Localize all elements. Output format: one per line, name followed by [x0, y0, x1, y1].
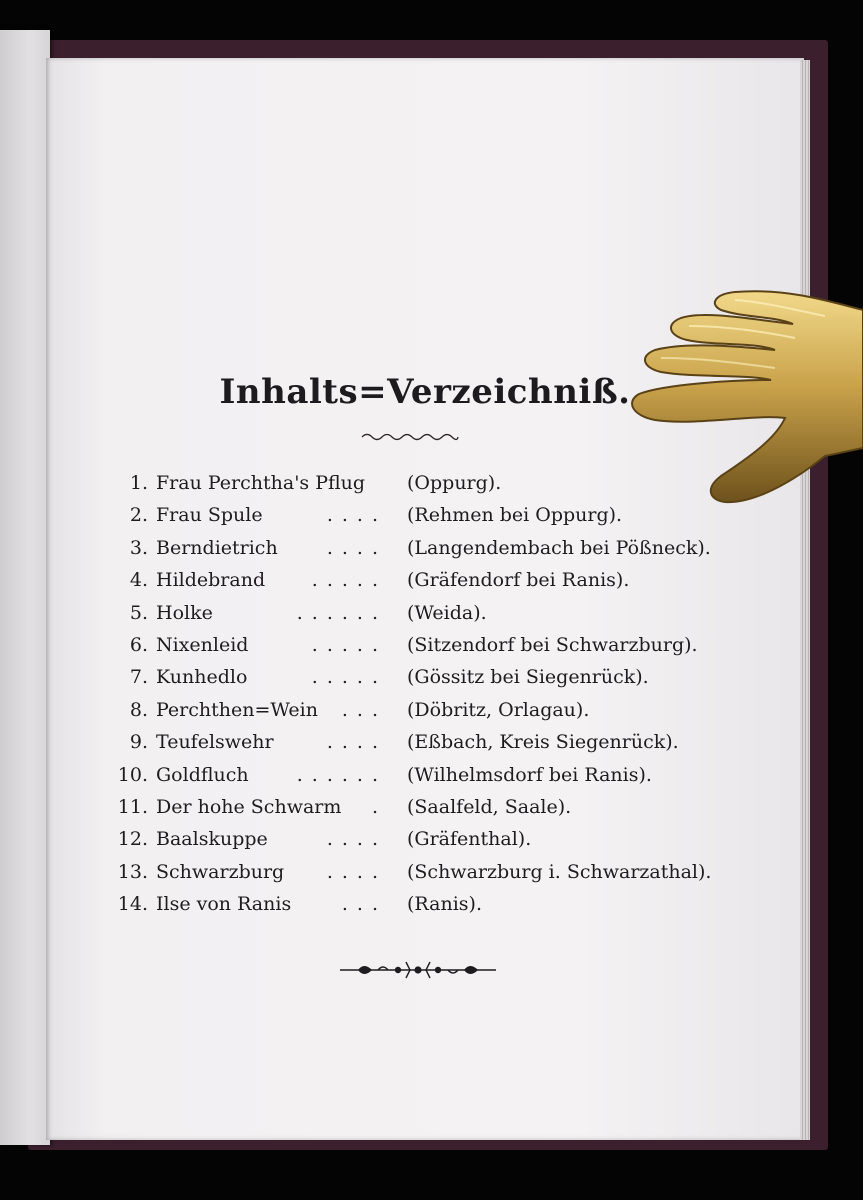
- entry-title: Baalskuppe: [156, 828, 268, 851]
- entry-place: (Wilhelmsdorf bei Ranis).: [407, 763, 652, 786]
- entry-number: 14.: [117, 893, 148, 916]
- entry-place: (Weida).: [407, 601, 487, 624]
- entry-title: Perchthen=Wein: [156, 698, 318, 721]
- entry-leader-dots: ...: [341, 698, 387, 721]
- entry-place: (Gössitz bei Siegenrück).: [407, 666, 649, 689]
- entry-leader-dots: ....: [326, 504, 387, 527]
- entry-leader-dots: ......: [296, 763, 387, 786]
- entry-leader-dots: .....: [311, 634, 387, 656]
- entry-title: Nixenleid: [156, 634, 249, 656]
- entry-leader-dots: .....: [311, 666, 387, 689]
- entry-place: (Oppurg).: [407, 472, 502, 494]
- entry-leader-dots: ....: [326, 828, 387, 851]
- page-stack-edge: [800, 60, 810, 1140]
- entry-number: 4.: [129, 569, 148, 592]
- entry-number: 12.: [117, 828, 148, 851]
- entry-leader-dots: ...: [341, 893, 387, 916]
- entry-leader-dots: ......: [296, 601, 387, 624]
- entry-title: Kunhedlo: [156, 666, 248, 689]
- entry-place: (Langendembach bei Pößneck).: [407, 536, 711, 559]
- entry-title: Ilse von Ranis: [156, 893, 292, 916]
- entry-number: 7.: [129, 666, 148, 689]
- entry-title: Teufelswehr: [156, 731, 274, 754]
- entry-place: (Rehmen bei Oppurg).: [407, 504, 623, 527]
- left-page-edge: [0, 30, 50, 1145]
- entry-place: (Ranis).: [407, 893, 482, 916]
- entry-title: Frau Spule: [156, 504, 263, 527]
- entry-number: 6.: [129, 634, 148, 656]
- entry-title: Holke: [156, 601, 213, 624]
- entry-title: Goldfluch: [156, 763, 249, 786]
- entry-title: Der hohe Schwarm: [156, 796, 342, 818]
- entry-number: 2.: [129, 504, 148, 527]
- entry-number: 9.: [129, 731, 148, 754]
- entry-number: 3.: [129, 536, 148, 559]
- entry-number: 8.: [129, 698, 148, 721]
- scroll-ornament-icon: [338, 958, 498, 982]
- entry-title: Berndietrich: [156, 536, 278, 559]
- entry-leader-dots: ....: [326, 731, 387, 754]
- entry-number: 10.: [117, 763, 148, 786]
- entry-number: 13.: [117, 860, 148, 883]
- entry-title: Hildebrand: [156, 569, 266, 592]
- page-title: Inhalts=Verzeichniß.: [219, 372, 631, 412]
- entry-number: 11.: [117, 796, 148, 818]
- entry-place: (Schwarzburg i. Schwarzathal).: [407, 860, 712, 883]
- entry-number: 5.: [129, 601, 148, 624]
- entry-place: (Eßbach, Kreis Siegenrück).: [407, 731, 679, 754]
- entry-leader-dots: ....: [326, 536, 387, 559]
- entry-leader-dots: .....: [311, 569, 387, 592]
- entry-title: Frau Perchtha's Pflug: [156, 472, 366, 494]
- entry-leader-dots: ....: [326, 860, 387, 883]
- entry-title: Schwarzburg: [156, 860, 285, 883]
- entry-place: (Saalfeld, Saale).: [407, 796, 572, 818]
- entry-leader-dots: .: [371, 796, 387, 818]
- entry-number: 1.: [129, 472, 148, 494]
- entry-place: (Gräfendorf bei Ranis).: [407, 569, 630, 592]
- wavy-line-icon: [360, 430, 460, 444]
- entry-place: (Sitzendorf bei Schwarzburg).: [407, 634, 698, 656]
- entry-place: (Döbritz, Orlagau).: [407, 698, 590, 721]
- entry-place: (Gräfenthal).: [407, 828, 532, 851]
- brass-hand-icon: [625, 280, 863, 530]
